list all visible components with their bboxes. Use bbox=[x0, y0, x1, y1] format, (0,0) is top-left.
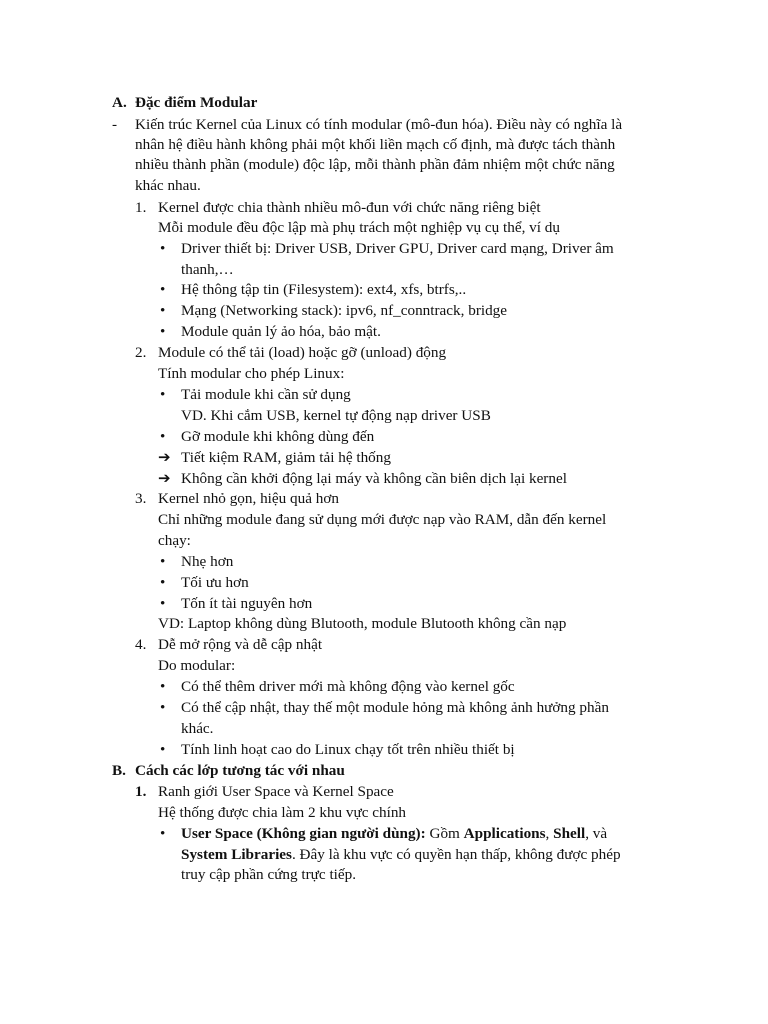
example-text: VD: Laptop không dùng Blutooth, module Blutooth không cần nạp bbox=[158, 615, 567, 632]
shell-term: Shell bbox=[553, 825, 586, 842]
bullet-marker: • bbox=[160, 574, 166, 591]
applications-term: Applications bbox=[463, 825, 546, 842]
userspace-label: User Space (Không gian người dùng): bbox=[181, 825, 426, 842]
separator-text: , và bbox=[585, 825, 608, 842]
arrow-text: Tiết kiệm RAM, giảm tải hệ thống bbox=[181, 449, 391, 466]
userspace-line bbox=[181, 845, 621, 865]
bullet-text: Hệ thông tập tin (Filesystem): ext4, xfs, btrfs,.. bbox=[181, 281, 467, 298]
item-description: chạy: bbox=[158, 532, 191, 549]
bullet-text: Mạng (Networking stack): ipv6, nf_conntrack, bridge bbox=[181, 302, 508, 319]
arrow-icon: ➔ bbox=[158, 470, 171, 487]
bullet-text: thanh,… bbox=[181, 261, 234, 278]
bullet-marker: • bbox=[160, 386, 166, 403]
item-title: Kernel được chia thành nhiều mô-đun với chức năng riêng biệt bbox=[158, 199, 541, 216]
bullet-text: Tốn ít tài nguyên hơn bbox=[181, 595, 313, 612]
userspace-line: truy cập phần cứng trực tiếp. bbox=[181, 866, 357, 883]
bullet-text: Driver thiết bị: Driver USB, Driver GPU, Driver card mạng, Driver âm bbox=[181, 240, 614, 257]
section-b-heading: Cách các lớp tương tác với nhau bbox=[135, 762, 345, 779]
bullet-marker: • bbox=[160, 323, 166, 340]
item-number: 1. bbox=[135, 783, 147, 800]
item-description: Do modular: bbox=[158, 657, 236, 674]
bullet-text: Tải module khi cần sử dụng bbox=[181, 386, 351, 403]
system-libraries-term: System Libraries bbox=[181, 846, 292, 863]
item-description: Chỉ những module đang sử dụng mới được nạp vào RAM, dẫn đến kernel bbox=[158, 511, 607, 528]
bullet-text: Tối ưu hơn bbox=[181, 574, 249, 591]
separator-text: , bbox=[545, 825, 554, 842]
item-description: Hệ thống được chia làm 2 khu vực chính bbox=[158, 804, 407, 821]
item-description: Mỗi module đều độc lập mà phụ trách một nghiệp vụ cụ thể, ví dụ bbox=[158, 219, 560, 236]
bullet-text: Module quản lý ảo hóa, bảo mật. bbox=[181, 323, 381, 340]
section-b-letter: B. bbox=[112, 762, 126, 779]
bullet-marker: • bbox=[160, 428, 166, 445]
bullet-marker: • bbox=[160, 595, 166, 612]
section-a-heading: Đặc điểm Modular bbox=[135, 94, 258, 111]
item-number: 3. bbox=[135, 490, 147, 507]
userspace-line bbox=[181, 824, 607, 844]
intro-line: nhiều thành phần (module) độc lập, mỗi thành phần đảm nhiệm một chức năng bbox=[135, 156, 615, 173]
intro-line: nhân hệ điều hành không phải một khối liền mạch cố định, mà được tách thành bbox=[135, 136, 616, 153]
bullet-marker: • bbox=[160, 302, 166, 319]
item-number: 1. bbox=[135, 199, 147, 216]
bullet-marker: • bbox=[160, 699, 166, 716]
item-number: 4. bbox=[135, 636, 147, 653]
intro-line: Kiến trúc Kernel của Linux có tính modular (mô-đun hóa). Điều này có nghĩa là bbox=[135, 116, 623, 133]
item-number: 2. bbox=[135, 344, 147, 361]
bullet-text: Có thể thêm driver mới mà không động vào kernel gốc bbox=[181, 678, 515, 695]
item-title: Dễ mở rộng và dễ cập nhật bbox=[158, 636, 323, 653]
item-description: Tính modular cho phép Linux: bbox=[158, 365, 345, 382]
bullet-text: VD. Khi cắm USB, kernel tự động nạp driver USB bbox=[181, 407, 491, 424]
bullet-marker: • bbox=[160, 825, 166, 842]
section-a-letter: A. bbox=[112, 94, 127, 111]
bullet-text: Gỡ module khi không dùng đến bbox=[181, 428, 375, 445]
bullet-text: Tính linh hoạt cao do Linux chạy tốt trên nhiều thiết bị bbox=[181, 741, 515, 758]
bullet-text: Có thể cập nhật, thay thế một module hỏng mà không ảnh hưởng phần bbox=[181, 699, 609, 716]
userspace-text: . Đây là khu vực có quyền hạn thấp, không được phép bbox=[291, 846, 621, 863]
bullet-marker: • bbox=[160, 678, 166, 695]
bullet-text: khác. bbox=[181, 720, 214, 737]
userspace-text: Gồm bbox=[425, 825, 464, 842]
intro-line: khác nhau. bbox=[135, 177, 201, 194]
item-title: Kernel nhỏ gọn, hiệu quả hơn bbox=[158, 490, 339, 507]
bullet-text: Nhẹ hơn bbox=[181, 553, 234, 570]
arrow-text: Không cần khởi động lại máy và không cần biên dịch lại kernel bbox=[181, 470, 567, 487]
item-title: Module có thể tải (load) hoặc gỡ (unload) động bbox=[158, 344, 447, 361]
bullet-marker: • bbox=[160, 281, 166, 298]
arrow-icon: ➔ bbox=[158, 449, 171, 466]
dash-marker: - bbox=[112, 116, 118, 133]
bullet-marker: • bbox=[160, 741, 166, 758]
item-title: Ranh giới User Space và Kernel Space bbox=[158, 783, 394, 800]
bullet-marker: • bbox=[160, 240, 166, 257]
bullet-marker: • bbox=[160, 553, 166, 570]
